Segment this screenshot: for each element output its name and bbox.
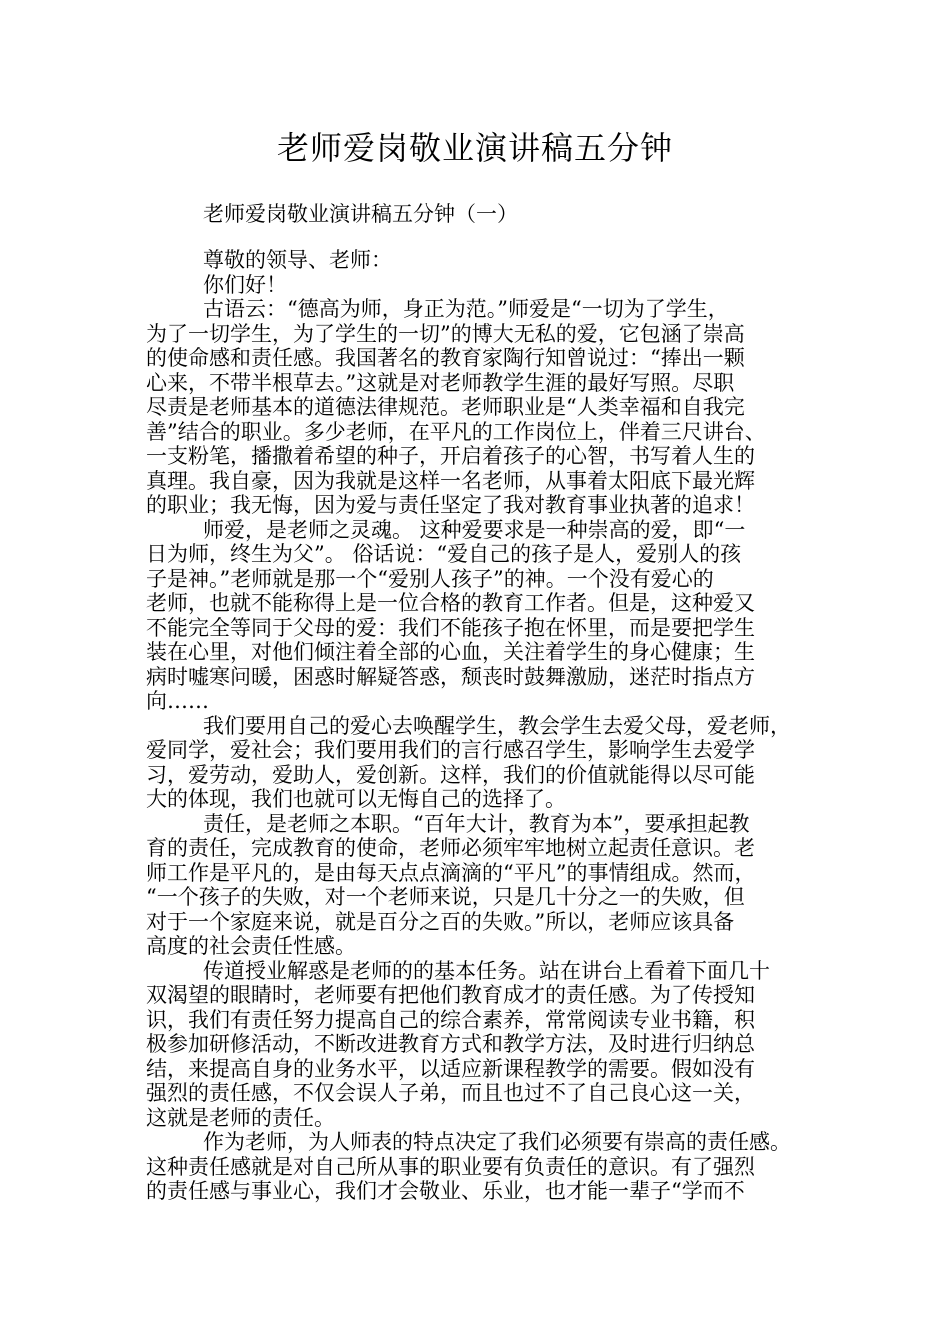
text-line: 子是神。”老师就是那一个“爱别人孩子”的神。一个没有爱心的: [146, 566, 714, 591]
text-line: 结，来提高自身的业务水平，以适应新课程教学的需要。假如没有: [146, 1056, 755, 1081]
text-line: 极参加研修活动，不断改进教育方式和教学方法，及时进行归纳总: [146, 1032, 755, 1056]
text-line: 责任，是老师之本职。“百年大计，教育为本”，要承担起教: [203, 811, 750, 836]
text-line: 的职业；我无悔，因为爱与责任坚定了我对教育事业执著的追求！: [146, 493, 755, 517]
text-line: 真理。我自豪，因为我就是这样一名老师，从事着太阳底下最光辉: [146, 468, 755, 493]
text-line: 善”结合的职业。多少老师，在平凡的工作岗位上，伴着三尺讲台、: [146, 419, 766, 444]
text-line: 一支粉笔，播撒着希望的种子，开启着孩子的心智，书写着人生的: [146, 444, 755, 468]
text-line: 大的体现，我们也就可以无悔自己的选择了。: [146, 787, 566, 811]
text-line: 古语云：“德高为师，身正为范。”师爱是“一切为了学生，: [203, 297, 729, 321]
text-line: 高度的社会责任性感。: [146, 934, 356, 958]
text-line: 这就是老师的责任。: [146, 1105, 335, 1130]
section-heading: 老师爱岗敬业演讲稿五分钟（一）: [203, 202, 518, 226]
body-text: [146, 248, 826, 1204]
text-line: 传道授业解惑是老师的的基本任务。站在讲台上看着下面几十: [203, 958, 770, 983]
text-line: 不能完全等同于父母的爱：我们不能孩子抱在怀里，而是要把学生: [146, 615, 755, 640]
text-line: 老师，也就不能称得上是一位合格的教育工作者。但是，这种爱又: [146, 591, 755, 615]
text-line: 识，我们有责任努力提高自己的综合素养，常常阅读专业书籍，积: [146, 1007, 755, 1032]
page-title: 老师爱岗敬业演讲稿五分钟: [276, 129, 673, 167]
text-line: 强烈的责任感，不仅会误人子弟，而且也过不了自己良心这一关，: [146, 1081, 755, 1105]
text-line: 尊敬的领导、老师：: [203, 248, 392, 272]
text-line: 这种责任感就是对自己所从事的职业要有负责任的意识。有了强烈: [146, 1154, 755, 1179]
text-line: 双渴望的眼睛时，老师要有把他们教育成才的责任感。为了传授知: [146, 983, 755, 1007]
text-line: 的使命感和责任感。我国著名的教育家陶行知曾说过：“捧出一颗: [146, 346, 745, 370]
text-line: 向……: [146, 689, 209, 713]
text-line: 我们要用自己的爱心去唤醒学生，教会学生去爱父母，爱老师，: [203, 713, 791, 738]
text-line: 为了一切学生，为了学生的一切”的博大无私的爱，它包涵了崇高: [146, 321, 745, 346]
text-line: 的责任感与事业心，我们才会敬业、乐业，也才能一辈子“学而不: [146, 1179, 745, 1203]
text-line: 对于一个家庭来说，就是百分之百的失败。”所以，老师应该具备: [146, 909, 735, 934]
text-line: 心来，不带半根草去。”这就是对老师教学生涯的最好写照。尽职: [146, 370, 735, 395]
text-line: 你们好！: [203, 272, 287, 297]
text-line: 爱同学，爱社会；我们要用我们的言行感召学生，影响学生去爱学: [146, 738, 755, 762]
text-line: 病时嘘寒问暖，困惑时解疑答惑，颓丧时鼓舞激励，迷茫时指点方: [146, 664, 755, 689]
text-line: 师工作是平凡的，是由每天点点滴滴的“平凡”的事情组成。然而，: [146, 860, 756, 885]
text-line: 习，爱劳动，爱助人，爱创新。这样，我们的价值就能得以尽可能: [146, 762, 755, 787]
text-line: 日为师，终生为父”。 俗话说：“爱自己的孩子是人，爱别人的孩: [146, 542, 742, 566]
text-line: 装在心里，对他们倾注着全部的心血，关注着学生的身心健康；生: [146, 640, 755, 664]
text-line: “一个孩子的失败，对一个老师来说，只是几十分之一的失败，但: [146, 885, 745, 909]
text-line: 师爱，是老师之灵魂。 这种爱要求是一种崇高的爱，即“一: [203, 517, 746, 542]
text-line: 育的责任，完成教育的使命，老师必须牢牢地树立起责任意识。老: [146, 836, 755, 860]
text-line: 尽责是老师基本的道德法律规范。老师职业是“人类幸福和自我完: [146, 395, 745, 419]
text-line: 作为老师，为人师表的特点决定了我们必须要有崇高的责任感。: [203, 1130, 791, 1154]
